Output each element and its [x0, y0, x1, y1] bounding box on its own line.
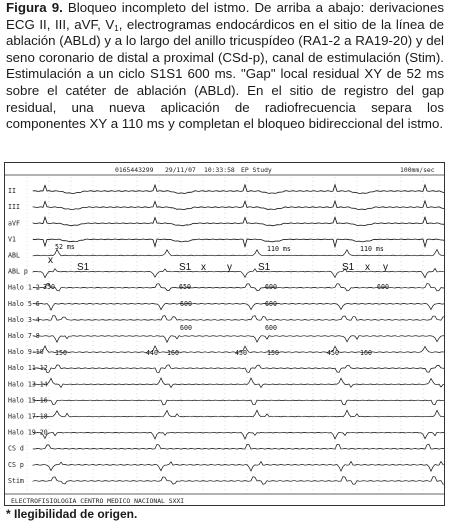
interval-label-110-a: 110 ms	[267, 245, 291, 253]
header-date: 29/11/07	[165, 166, 196, 174]
x-marker-2: x	[201, 262, 206, 273]
channel-label: Halo 17-18	[8, 412, 48, 421]
stim-label-3: S1	[258, 262, 271, 273]
measure-11: 160	[167, 349, 179, 357]
x-marker-1: x	[48, 255, 53, 266]
measure-12: 450	[235, 349, 247, 357]
channel-label: CS p	[8, 460, 24, 469]
channel-trace	[33, 400, 445, 405]
tracing-footer: ELECTROFISIOLOGIA CENTRO MEDICO NACIONAL SXXI	[11, 497, 185, 505]
measure-1: 350	[43, 283, 55, 291]
channel-label: CS d	[8, 444, 24, 453]
channel-label: aVF	[8, 219, 20, 228]
channel-trace	[33, 410, 445, 417]
y-marker-2: y	[383, 262, 388, 273]
ecg-tracing-figure	[4, 162, 445, 506]
measure-4: 600	[377, 283, 389, 291]
channel-label: ABL	[8, 251, 20, 260]
channel-trace	[33, 303, 445, 310]
header-id: 0165443299	[115, 166, 154, 174]
x-marker-3: x	[365, 262, 370, 273]
channel-label: Halo 11-12	[8, 364, 48, 373]
channel-trace	[33, 185, 445, 194]
channel-trace	[33, 378, 445, 388]
channel-label: III	[8, 203, 20, 212]
channel-label: ABL p	[8, 267, 28, 276]
y-marker-1: y	[227, 262, 232, 273]
stim-label-4: S1	[342, 262, 355, 273]
channel-label: II	[8, 187, 16, 196]
measure-15: 160	[360, 349, 372, 357]
timing-grid	[27, 177, 445, 492]
channel-label: Stim	[8, 476, 24, 485]
footnote: * Ilegibilidad de origen.	[6, 507, 138, 521]
channel-label: V1	[8, 235, 16, 244]
measure-9: 150	[55, 349, 67, 357]
channel-trace	[33, 444, 445, 449]
measure-6: 600	[265, 300, 277, 308]
channel-label: Halo 3-4	[8, 315, 40, 324]
measure-7: 600	[180, 324, 192, 332]
measure-13: 150	[267, 349, 279, 357]
channel-trace	[33, 217, 445, 226]
caption-text-part-1: Bloqueo incompleto del istmo. De arriba a abajo: derivaciones ECG II, III, aVF, V	[6, 0, 444, 32]
channel-label: Halo 15-16	[8, 396, 48, 405]
channel-trace	[33, 432, 445, 439]
channel-trace	[33, 316, 445, 321]
measure-14: 450	[327, 349, 339, 357]
channel-trace	[33, 201, 445, 210]
header-time: 10:33:58	[204, 166, 235, 174]
caption-subscript: 1	[114, 23, 119, 33]
figure-caption	[6, 0, 444, 133]
caption-text-part-2: , electrogramas endocárdicos en el sitio de la línea de ablación (ABLd) y a lo largo del anillo tricuspídeo (RA1-2 a RA19-20) y del seno coronario de distal a proximal (CSd-p), canal de estimulación (Stim). Estimulación a un ciclo S1S1 600 ms. "Gap" local residual XY de 52 ms sobre el catéter de ablación (ABLd). En el sitio de registro del gap residual, una nueva aplicación de radiofrecuencia separa los componentes XY a 110 ms y completan el bloqueo bidireccional del istmo.	[6, 16, 444, 132]
measure-8: 600	[265, 324, 277, 332]
channel-trace	[33, 365, 445, 373]
measure-3: 600	[265, 283, 277, 291]
channel-label: Halo 7-8	[8, 332, 40, 340]
header-study: EP Study	[241, 166, 272, 174]
channel-traces	[33, 185, 445, 485]
measure-10: 440	[146, 349, 158, 357]
measure-2: 650	[179, 283, 191, 291]
header-speed: 100mm/sec	[400, 166, 435, 174]
stim-label-1: S1	[77, 262, 90, 273]
channel-label: Halo 1-2	[8, 283, 40, 292]
stim-label-2: S1	[179, 262, 192, 273]
channel-label: Halo 5-6	[8, 299, 40, 308]
channel-label: Halo 13-14	[8, 380, 48, 389]
interval-label-gap: 52 ms	[55, 243, 75, 251]
channel-trace	[33, 477, 445, 485]
channel-label: Halo 19-20	[8, 428, 48, 437]
figure-label: Figura 9.	[6, 0, 63, 15]
interval-label-110-b: 110 ms	[360, 245, 384, 253]
measure-5: 600	[180, 300, 192, 308]
ecg-tracing-svg	[5, 163, 445, 506]
channel-trace	[33, 462, 445, 472]
channel-label: Halo 9-10	[8, 348, 44, 357]
channel-trace	[33, 336, 445, 343]
